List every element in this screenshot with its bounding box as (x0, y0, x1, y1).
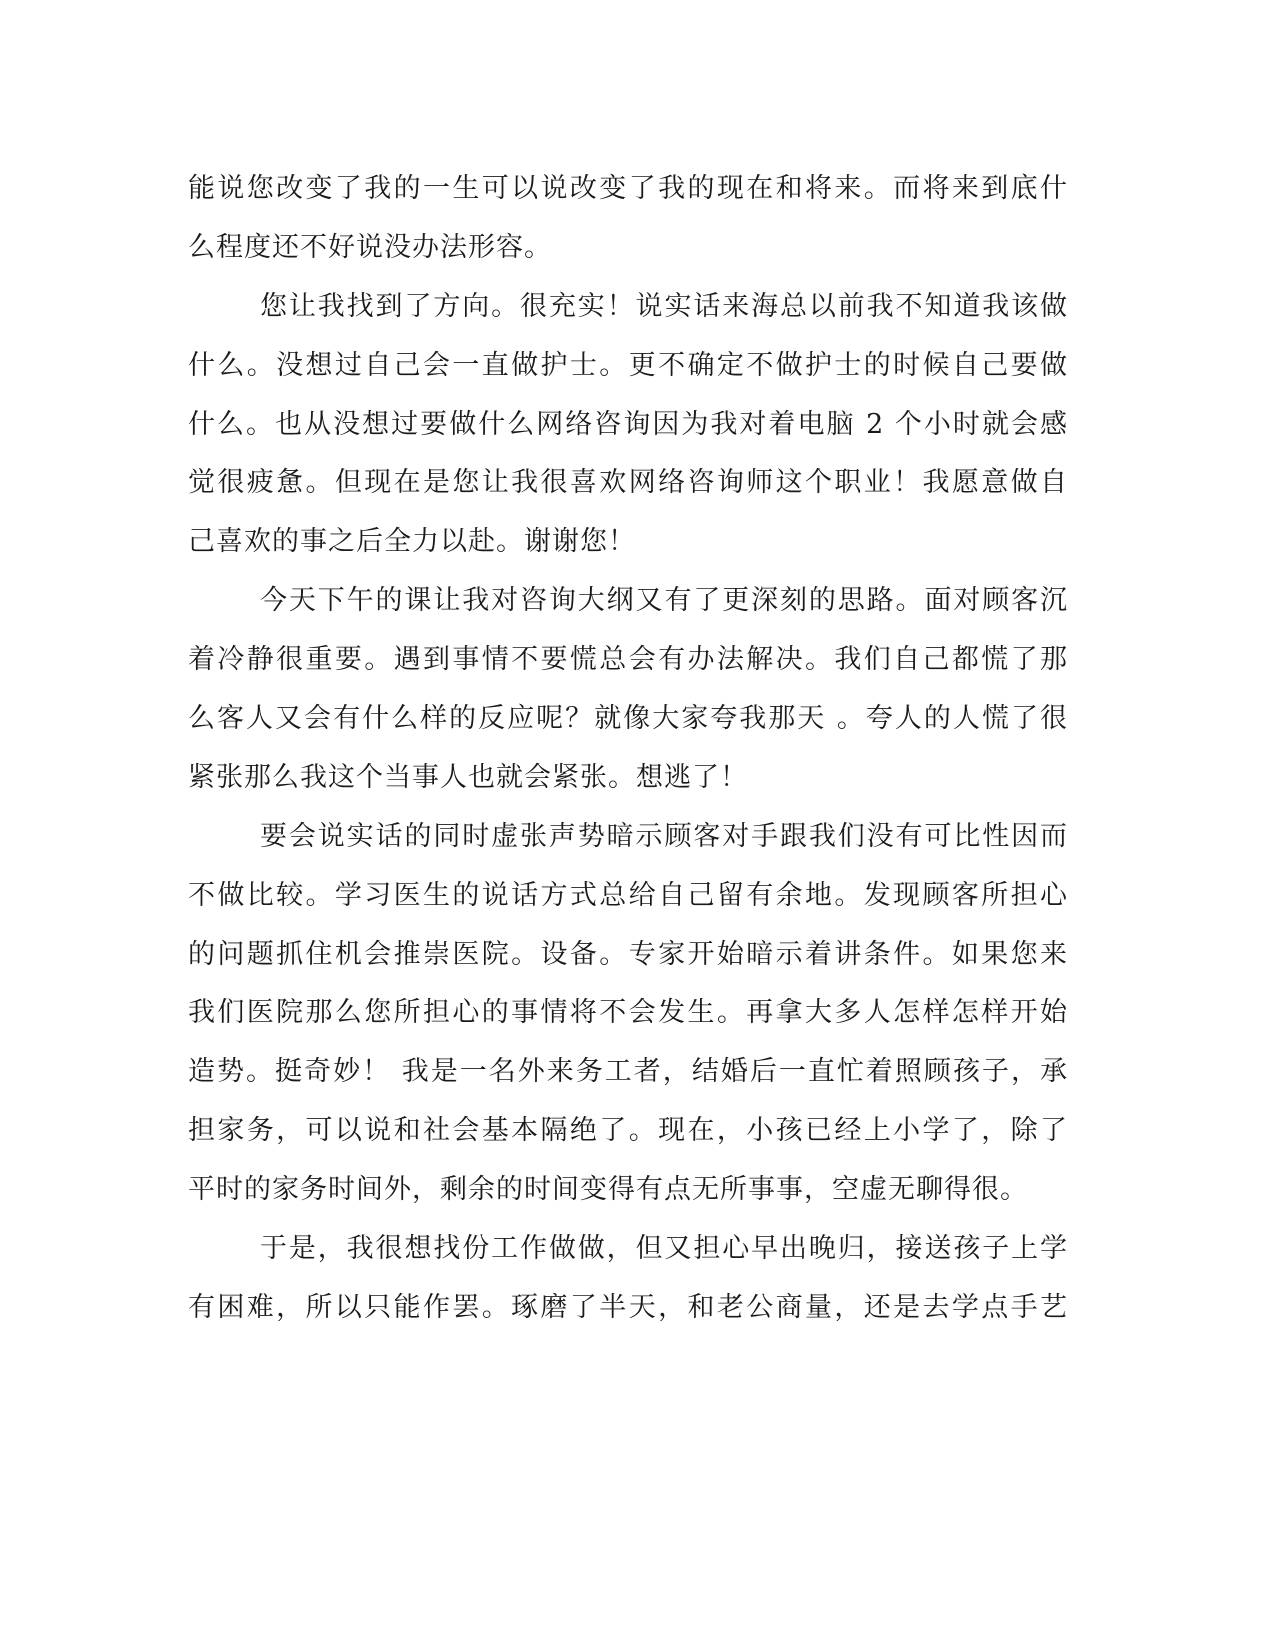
text-line: 不做比较。学习医生的说话方式总给自己留有余地。发现顾客所担心 (188, 879, 1068, 911)
text-line: 要会说实话的同时虚张声势暗示顾客对手跟我们没有可比性因而 (260, 820, 1068, 852)
text-line: 着冷静很重要。遇到事情不要慌总会有办法解决。我们自己都慌了那 (188, 644, 1068, 676)
text-line: 您让我找到了方向。很充实！说实话来海总以前我不知道我该做 (260, 290, 1068, 322)
text-line: 什么。也从没想过要做什么网络咨询因为我对着电脑 2 个小时就会感 (188, 408, 1068, 440)
text-line: 的问题抓住机会推崇医院。设备。专家开始暗示着讲条件。如果您来 (188, 938, 1068, 970)
text-line: 造势。挺奇妙！ 我是一名外来务工者，结婚后一直忙着照顾孩子，承 (188, 1056, 1068, 1088)
text-line: 我们医院那么您所担心的事情将不会发生。再拿大多人怎样怎样开始 (188, 997, 1068, 1029)
text-line: 平时的家务时间外，剩余的时间变得有点无所事事，空虚无聊得很。 (188, 1174, 1028, 1206)
text-line: 什么。没想过自己会一直做护士。更不确定不做护士的时候自己要做 (188, 349, 1068, 381)
text-line: 紧张那么我这个当事人也就会紧张。想逃了！ (188, 761, 748, 793)
text-line: 么程度还不好说没办法形容。 (188, 231, 552, 263)
text-line: 能说您改变了我的一生可以说改变了我的现在和将来。而将来到底什 (188, 173, 1068, 204)
text-line: 今天下午的课让我对咨询大纲又有了更深刻的思路。面对顾客沉 (260, 585, 1068, 617)
text-line: 有困难，所以只能作罢。琢磨了半天，和老公商量，还是去学点手艺 (188, 1291, 1068, 1323)
text-line: 么客人又会有什么样的反应呢？就像大家夸我那天 。夸人的人慌了很 (188, 703, 1068, 735)
text-line: 担家务，可以说和社会基本隔绝了。现在，小孩已经上小学了，除了 (188, 1115, 1068, 1147)
body-text (188, 160, 1068, 1338)
text-line: 觉很疲惫。但现在是您让我很喜欢网络咨询师这个职业！我愿意做自 (188, 467, 1068, 499)
text-line: 己喜欢的事之后全力以赴。谢谢您！ (188, 526, 636, 558)
text-line: 于是，我很想找份工作做做，但又担心早出晚归，接送孩子上学 (260, 1233, 1068, 1265)
